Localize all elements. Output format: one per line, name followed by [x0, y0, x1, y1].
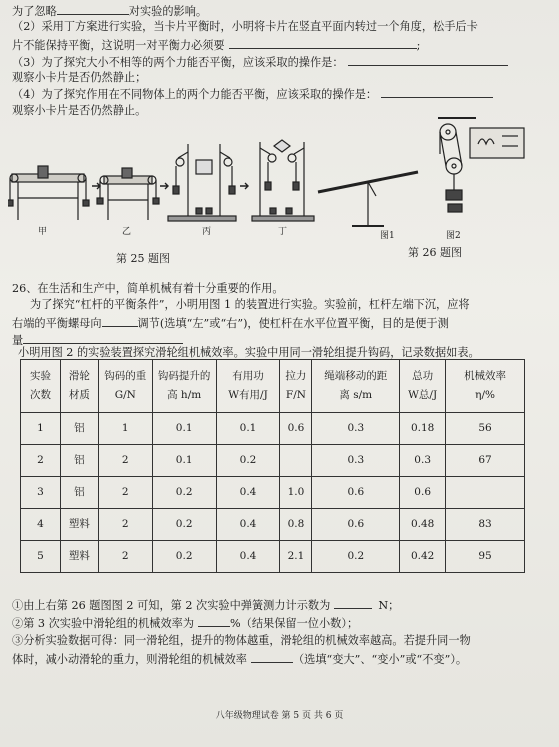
text: 调节(选填“左”或“右”)，使杠杆在水平位置平衡，目的是便于测 [137, 317, 449, 330]
table-cell: 95 [446, 541, 525, 573]
table-cell: 0.3 [312, 445, 400, 477]
header-text: 钩码的重 [104, 370, 147, 382]
table-cell: 0.2 [312, 541, 400, 573]
table-cell: 2 [98, 509, 152, 541]
table-cell: 0.2 [152, 477, 216, 509]
page-footer: 八年级物理试卷 第 5 页 共 6 页 [215, 711, 344, 721]
table-cell: 0.1 [216, 413, 280, 445]
text: 为了忽略 [12, 5, 57, 18]
table-cell: 3 [21, 477, 61, 509]
subq-3-line-2 [12, 652, 552, 667]
answer-blank [102, 316, 138, 327]
table-header-row [21, 360, 525, 413]
table-cell: 56 [446, 413, 525, 445]
table-header-cell [280, 360, 312, 413]
table-cell: 0.2 [152, 541, 216, 573]
header-text: η/% [475, 389, 495, 401]
q25-line-1 [12, 4, 552, 19]
label-ding: 丁 [278, 227, 288, 237]
header-text: 机械效率 [464, 370, 507, 382]
lever-diagram [318, 172, 418, 226]
figure-drawings [8, 116, 553, 268]
q26-line-2: 为了探究“杠杆的平衡条件”，小明用图 1 的装置进行实验。实验前，杠杆左端下沉，应将 [30, 298, 470, 311]
caption-q26: 第 26 题图 [408, 246, 462, 259]
figure-area [8, 116, 553, 268]
q25-line-7: 观察小卡片是否仍然静止。 [12, 104, 147, 117]
text: （4）为了探究作用在不同物体上的两个力能否平衡，应该采取的操作是： [12, 88, 378, 101]
table-header-cell [400, 360, 446, 413]
table-header-cell [60, 360, 98, 413]
label-fig1: 图1 [380, 231, 395, 241]
text: 体时，减小动滑轮的重力，则滑轮组的机械效率 [12, 653, 247, 666]
table-cell: 0.4 [216, 509, 280, 541]
text: ①由上右第 26 题图图 2 可知，第 2 次实验中弹簧测力计示数为 [12, 599, 331, 612]
table-cell: 2.1 [280, 541, 312, 573]
table-cell: 0.6 [312, 509, 400, 541]
table-row [21, 445, 525, 477]
text: 对实验的影响。 [128, 5, 208, 18]
table-row [21, 541, 525, 573]
table-cell: 0.2 [216, 445, 280, 477]
q25-line-3: 片不能保持平衡，这说明一对平衡力必须要 ; [12, 39, 421, 52]
text: （选填“变大”、“变小”或“不变”）。 [292, 653, 468, 666]
header-text: W有用/J [228, 389, 268, 401]
answer-blank [23, 333, 183, 344]
table-cell: 铝 [60, 445, 98, 477]
table-cell: 0.6 [400, 477, 446, 509]
q26-line-5: 小明用图 2 的实验装置探究滑轮组机械效率。实验中用同一滑轮组提升钩码，记录数据如表。 [18, 346, 480, 359]
q25-line-2: （2）采用丁方案进行实验，当卡片平衡时，小明将卡片在竖直平面内转过一个角度，松手后卡 [12, 20, 478, 33]
text: 右端的平衡螺母向 [12, 317, 102, 330]
table-cell [280, 445, 312, 477]
header-text: 拉力 [285, 370, 307, 382]
table-cell: 0.3 [312, 413, 400, 445]
q25-line-5: 观察小卡片是否仍然静止； [12, 71, 147, 84]
table-header-cell [446, 360, 525, 413]
q26-line-1: 26、在生活和生产中，简单机械有着十分重要的作用。 [12, 282, 284, 295]
table-cell: 0.8 [280, 509, 312, 541]
text: 量 [12, 334, 24, 347]
header-text: 绳端移动的距 [324, 370, 388, 382]
table-cell: 1.0 [280, 477, 312, 509]
header-text: 材质 [68, 389, 90, 401]
text: N； [378, 599, 400, 612]
answer-blank [251, 652, 293, 663]
answer-blank [229, 38, 417, 49]
header-text: 有用功 [232, 370, 264, 382]
apparatus-yi [97, 168, 159, 220]
table-cell: 0.6 [312, 477, 400, 509]
table-cell: 1 [98, 413, 152, 445]
table-header-cell [216, 360, 280, 413]
table-cell: 0.18 [400, 413, 446, 445]
subq-3-line-1: ③分析实验数据可得：同一滑轮组，提升的物体越重，滑轮组的机械效率越高。若提升同一物 [12, 634, 471, 647]
table-cell: 0.4 [216, 477, 280, 509]
q25-line-4 [12, 55, 552, 70]
table-cell: 2 [98, 541, 152, 573]
label-fig2: 图2 [446, 231, 461, 241]
apparatus-bing [168, 144, 236, 221]
label-bing: 丙 [202, 227, 212, 237]
table-cell: 0.42 [400, 541, 446, 573]
text: %（结果保留一位小数）； [230, 617, 359, 630]
label-jia: 甲 [38, 227, 48, 237]
answer-blank [198, 616, 230, 627]
table-cell: 0.4 [216, 541, 280, 573]
q26-line-3 [12, 316, 552, 331]
label-yi: 乙 [122, 227, 132, 237]
table-cell: 4 [21, 509, 61, 541]
text: （3）为了探究大小不相等的两个力能否平衡，应该采取的操作是： [12, 56, 344, 69]
header-text: 离 s/m [339, 389, 373, 401]
header-text: F/N [285, 389, 306, 401]
apparatus-jia [8, 166, 89, 220]
table-row [21, 509, 525, 541]
table-cell: 塑料 [60, 541, 98, 573]
table-cell: 2 [98, 445, 152, 477]
table-cell [446, 477, 525, 509]
header-text: 总功 [412, 370, 434, 382]
header-text: 高 h/m [167, 389, 202, 401]
header-text: 滑轮 [68, 370, 90, 382]
header-text: 次数 [29, 389, 51, 401]
table-cell: 铝 [60, 413, 98, 445]
table-cell: 0.2 [152, 509, 216, 541]
table-cell: 2 [98, 477, 152, 509]
answer-blank [334, 598, 372, 609]
caption-q25: 第 25 题图 [116, 252, 170, 265]
header-text: G/N [114, 389, 136, 401]
pulley-diagram [438, 118, 524, 212]
table-cell: 0.6 [280, 413, 312, 445]
table-cell: 塑料 [60, 509, 98, 541]
text: ②第 3 次实验中滑轮组的机械效率为 [12, 617, 195, 630]
table-cell: 0.1 [152, 413, 216, 445]
table-header-cell [152, 360, 216, 413]
table-cell: 0.3 [400, 445, 446, 477]
header-text: 钩码提升的 [157, 370, 211, 382]
answer-blank [381, 87, 493, 98]
table-header-cell [312, 360, 400, 413]
subq-1 [12, 598, 552, 613]
header-text: 实验 [29, 370, 51, 382]
table-cell: 1 [21, 413, 61, 445]
table-cell: 2 [21, 445, 61, 477]
apparatus-ding [252, 140, 314, 221]
table-cell: 67 [446, 445, 525, 477]
table-cell: 83 [446, 509, 525, 541]
q25-line-6 [12, 87, 552, 102]
subq-2 [12, 616, 552, 631]
header-text: W总/J [408, 389, 438, 401]
table-cell: 铝 [60, 477, 98, 509]
answer-blank [348, 55, 508, 66]
table-cell: 0.48 [400, 509, 446, 541]
table-header-cell [21, 360, 61, 413]
text: 片不能保持平衡，这说明一对平衡力必须要 [12, 39, 225, 52]
answer-blank [57, 4, 129, 15]
table-header-cell [98, 360, 152, 413]
data-table [20, 359, 525, 573]
table-row [21, 413, 525, 445]
table-row [21, 477, 525, 509]
table-cell: 0.1 [152, 445, 216, 477]
table-cell: 5 [21, 541, 61, 573]
